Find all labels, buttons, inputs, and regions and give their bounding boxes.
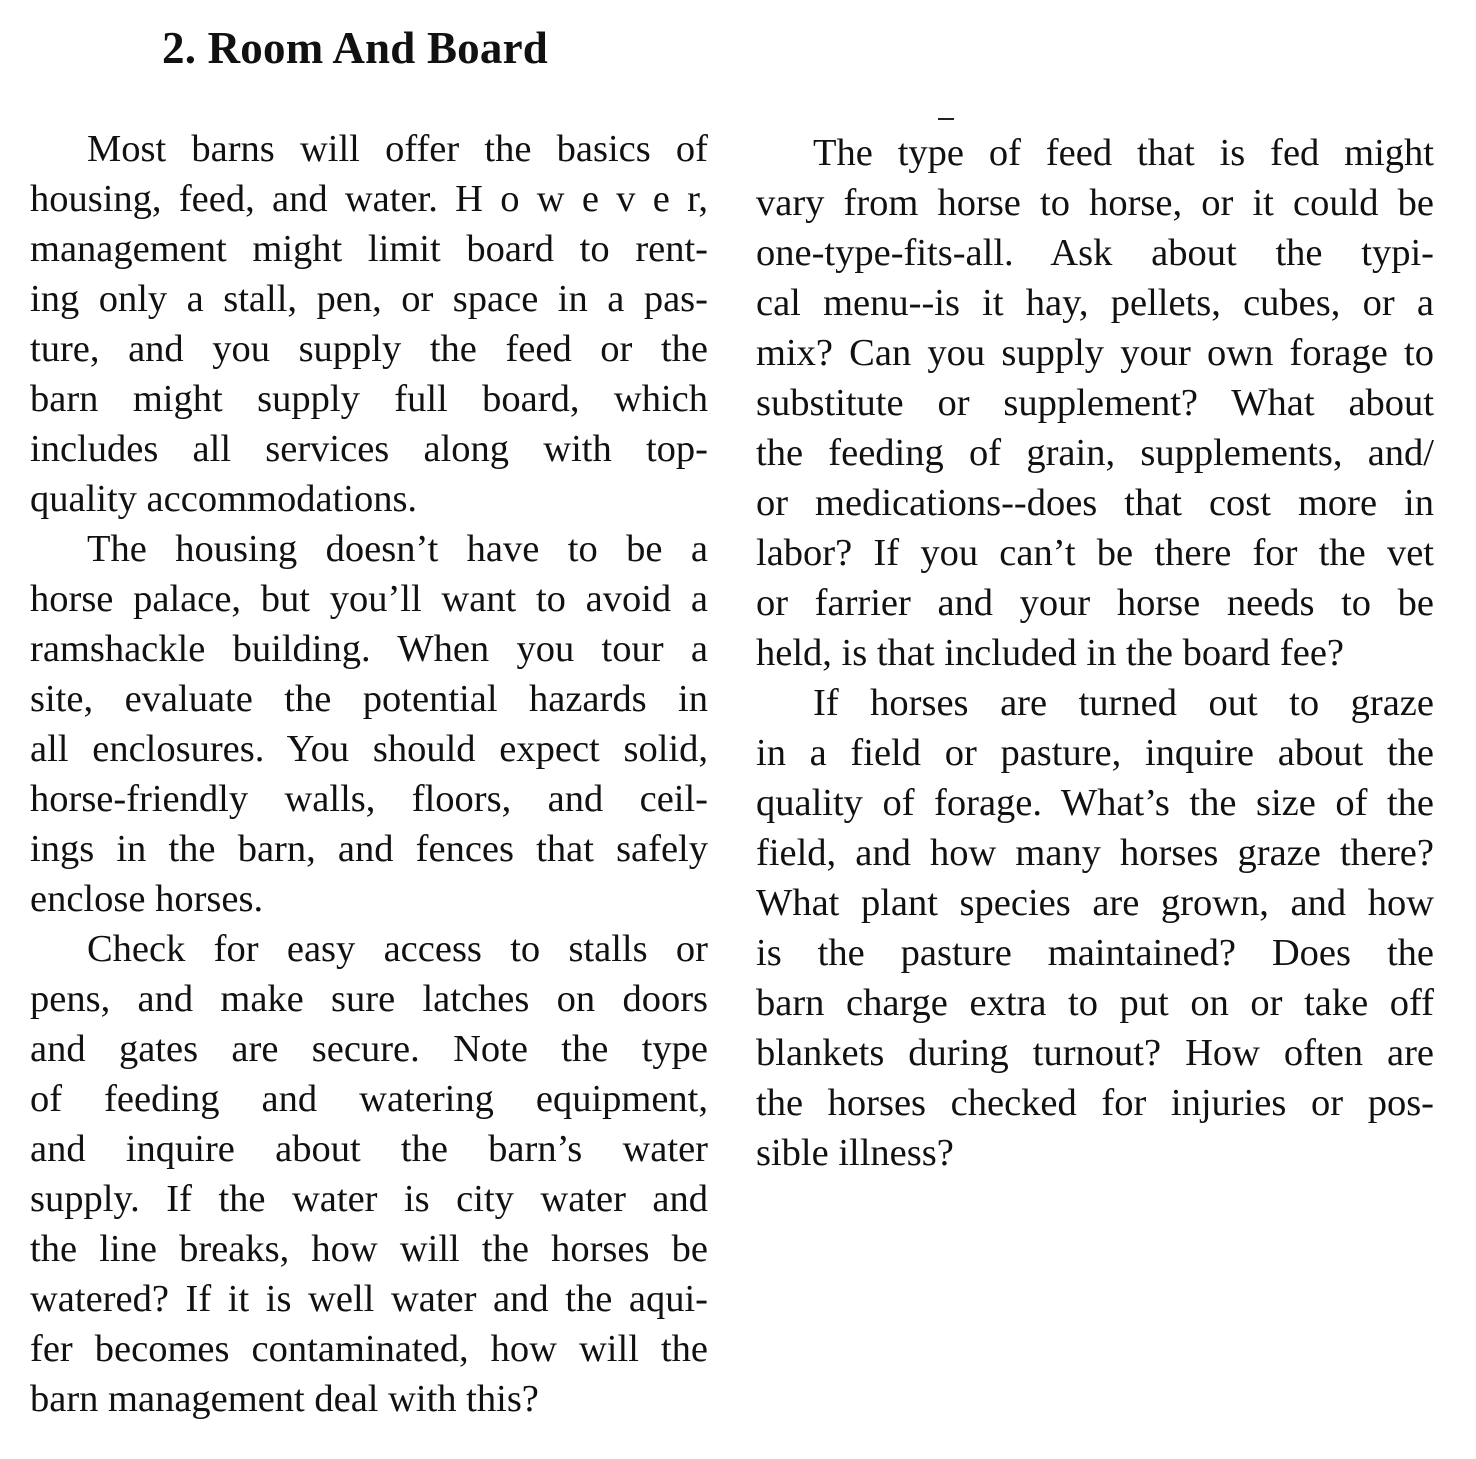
text-line: ramshackle building. When you tour a <box>30 628 708 670</box>
right-column <box>756 128 1434 1178</box>
text-line: Check for easy access to stalls or <box>87 928 708 970</box>
text-line: the feeding of grain, supplements, and/ <box>756 432 1434 474</box>
text-line: housing, feed, and water. H o w e v e r, <box>30 178 708 220</box>
text-line: ture, and you supply the feed or the <box>30 328 708 370</box>
text-line: or medications--does that cost more in <box>756 482 1434 524</box>
text-line: and inquire about the barn’s water <box>30 1128 708 1170</box>
text-line: mix? Can you supply your own forage to <box>756 332 1434 374</box>
text-line: blankets during turnout? How often are <box>756 1032 1434 1074</box>
text-line: watered? If it is well water and the aqui- <box>30 1278 708 1320</box>
text-line: The type of feed that is fed might <box>813 132 1434 174</box>
text-line: pens, and make sure latches on doors <box>30 978 708 1020</box>
text-line: field, and how many horses graze there? <box>756 832 1434 874</box>
paragraph-right-1 <box>756 128 1434 678</box>
text-line: of feeding and watering equipment, <box>30 1078 708 1120</box>
text-line: vary from horse to horse, or it could be <box>756 182 1434 224</box>
stray-mark <box>938 118 954 120</box>
text-line: and gates are secure. Note the type <box>30 1028 708 1070</box>
text-line: management might limit board to rent- <box>30 228 708 270</box>
text-line: What plant species are grown, and how <box>756 882 1434 924</box>
text-line: includes all services along with top- <box>30 428 708 470</box>
text-line: If horses are turned out to graze <box>813 682 1434 724</box>
text-line: in a field or pasture, inquire about the <box>756 732 1434 774</box>
text-line: ing only a stall, pen, or space in a pas- <box>30 278 708 320</box>
text-line: The housing doesn’t have to be a <box>87 528 708 570</box>
text-line: the horses checked for injuries or pos- <box>756 1082 1434 1124</box>
left-column <box>30 124 708 1424</box>
text-line: horse-friendly walls, floors, and ceil- <box>30 778 708 820</box>
text-line: supply. If the water is city water and <box>30 1178 708 1220</box>
text-line: one-type-fits-all. Ask about the typi- <box>756 232 1434 274</box>
text-line: enclose horses. <box>30 878 264 920</box>
text-line: fer becomes contaminated, how will the <box>30 1328 708 1370</box>
text-line: cal menu--is it hay, pellets, cubes, or a <box>756 282 1434 324</box>
text-line: substitute or supplement? What about <box>756 382 1434 424</box>
text-line: sible illness? <box>756 1132 954 1174</box>
text-line: ings in the barn, and fences that safely <box>30 828 708 870</box>
text-line: Most barns will offer the basics of <box>87 128 708 170</box>
text-line: is the pasture maintained? Does the <box>756 932 1434 974</box>
text-line: or farrier and your horse needs to be <box>756 582 1434 624</box>
text-line: barn charge extra to put on or take off <box>756 982 1434 1024</box>
paragraph-left-2 <box>30 524 708 924</box>
text-line: quality of forage. What’s the size of the <box>756 782 1434 824</box>
paragraph-left-1 <box>30 124 708 524</box>
text-line: all enclosures. You should expect solid, <box>30 728 708 770</box>
text-line: horse palace, but you’ll want to avoid a <box>30 578 708 620</box>
paragraph-right-2 <box>756 678 1434 1178</box>
text-line: barn management deal with this? <box>30 1378 539 1420</box>
section-heading: 2. Room And Board <box>162 23 548 73</box>
text-line: the line breaks, how will the horses be <box>30 1228 708 1270</box>
text-line: quality accommodations. <box>30 478 418 520</box>
text-line: barn might supply full board, which <box>30 378 708 420</box>
text-line: held, is that included in the board fee? <box>756 632 1344 674</box>
text-line: site, evaluate the potential hazards in <box>30 678 708 720</box>
paragraph-left-3 <box>30 924 708 1424</box>
text-line: labor? If you can’t be there for the vet <box>756 532 1434 574</box>
